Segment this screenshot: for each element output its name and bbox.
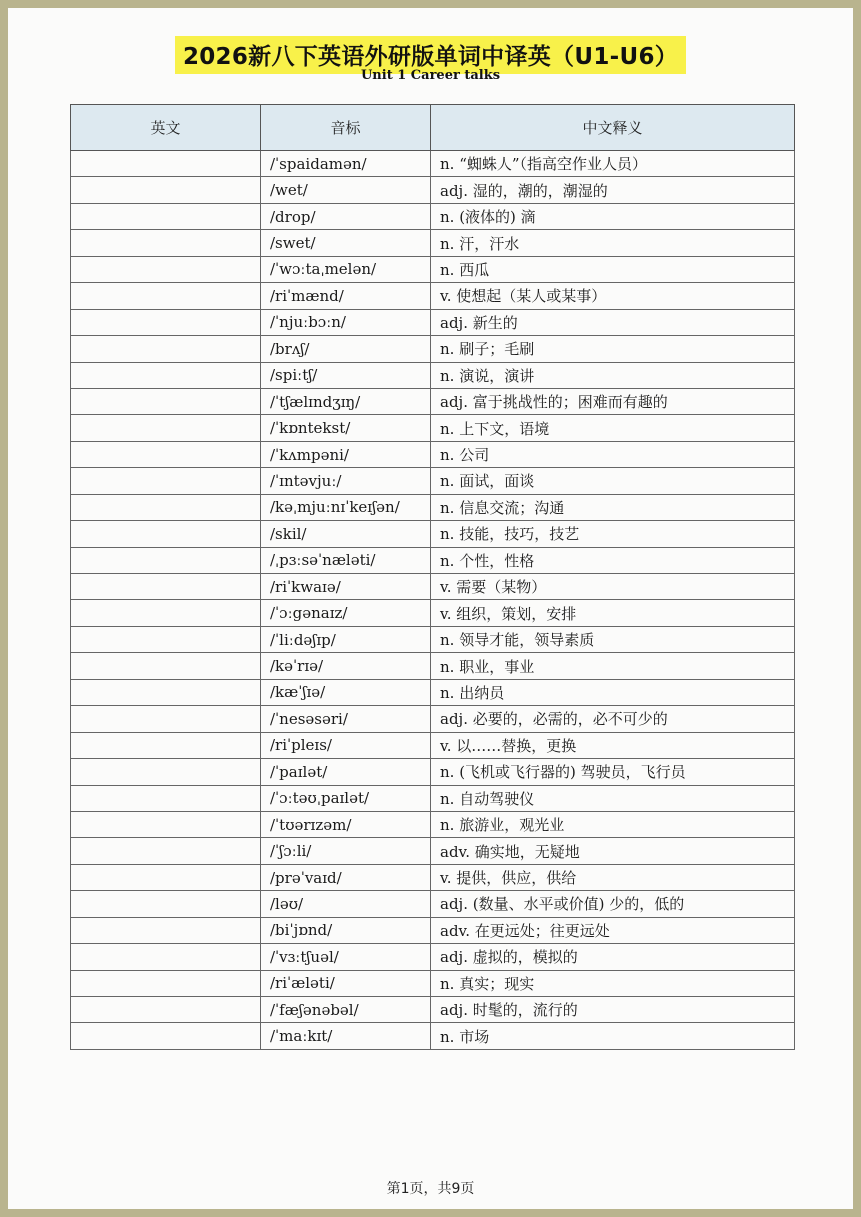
phonetic-cell: /ˌpɜːsəˈnæləti/ [261,547,431,573]
phonetic-cell: /riˈpleɪs/ [261,732,431,758]
meaning-cell: n. 西瓜 [431,256,795,282]
phonetic-cell: /ˈspaidamən/ [261,151,431,177]
table-row [71,732,795,758]
phonetic-cell: /ləʊ/ [261,891,431,917]
table-row [71,679,795,705]
phonetic-cell: /prəˈvaɪd/ [261,864,431,890]
meaning-cell: n. 自动驾驶仪 [431,785,795,811]
phonetic-cell: /kæˈʃɪə/ [261,679,431,705]
phonetic-cell: /skil/ [261,521,431,547]
table-row [71,917,795,943]
meaning-cell: n. 职业，事业 [431,653,795,679]
phonetic-cell: /biˈjɒnd/ [261,917,431,943]
english-cell [71,917,261,943]
table-row [71,626,795,652]
english-cell [71,574,261,600]
english-cell [71,600,261,626]
page-footer: 第1页，共9页 [386,1181,475,1197]
meaning-cell: adj. 湿的，潮的，潮湿的 [431,177,795,203]
english-cell [71,997,261,1023]
english-cell [71,759,261,785]
english-cell [71,203,261,229]
phonetic-cell: /ˈtʃælɪndʒɪŋ/ [261,388,431,414]
table-row [71,177,795,203]
phonetic-cell: /ˈtʊərɪzəm/ [261,811,431,837]
english-cell [71,151,261,177]
table-row [71,970,795,996]
table-row [71,811,795,837]
phonetic-cell: /spiːtʃ/ [261,362,431,388]
meaning-cell: n. 出纳员 [431,679,795,705]
phonetic-cell: /ˈkʌmpəni/ [261,441,431,467]
meaning-cell: n. 汗，汗水 [431,230,795,256]
phonetic-cell: /ˈfæʃənəbəl/ [261,997,431,1023]
meaning-cell: adj. 虚拟的，模拟的 [431,944,795,970]
table-row [71,362,795,388]
table-row [71,415,795,441]
english-cell [71,547,261,573]
unit-subtitle: Unit 1 Career talks [360,68,501,83]
table-row [71,1023,795,1049]
meaning-cell: n. 演说，演讲 [431,362,795,388]
document-page [8,8,853,1209]
table-row [71,203,795,229]
english-cell [71,811,261,837]
english-cell [71,626,261,652]
table-row [71,574,795,600]
phonetic-cell: /ˈpaɪlət/ [261,759,431,785]
table-row [71,653,795,679]
english-cell [71,309,261,335]
phonetic-cell: /ˈmaːkɪt/ [261,1023,431,1049]
phonetic-cell: /ˈvɜːtʃuəl/ [261,944,431,970]
english-cell [71,653,261,679]
table-row [71,706,795,732]
meaning-cell: n. 市场 [431,1023,795,1049]
phonetic-cell: /riˈmænd/ [261,283,431,309]
english-cell [71,177,261,203]
english-cell [71,891,261,917]
table-row [71,230,795,256]
table-row [71,997,795,1023]
table-row [71,256,795,282]
phonetic-cell: /ˈnjuːbɔːn/ [261,309,431,335]
phonetic-cell: /ˈɔːtəʊˌpaɪlət/ [261,785,431,811]
meaning-cell: v. 组织，策划，安排 [431,600,795,626]
meaning-cell: adj. 必要的，必需的，必不可少的 [431,706,795,732]
table-row [71,838,795,864]
header-chinese-meaning: 中文释义 [431,105,795,151]
meaning-cell: adv. 在更远处；往更远处 [431,917,795,943]
meaning-cell: n. 信息交流；沟通 [431,494,795,520]
meaning-cell: n. 面试，面谈 [431,468,795,494]
meaning-cell: v. 提供，供应，供给 [431,864,795,890]
meaning-cell: n. (液体的) 滴 [431,203,795,229]
meaning-cell: n. “蜘蛛人”（指高空作业人员） [431,151,795,177]
meaning-cell: n. 个性，性格 [431,547,795,573]
phonetic-cell: /swet/ [261,230,431,256]
phonetic-cell: /ˈkɒntekst/ [261,415,431,441]
english-cell [71,970,261,996]
english-cell [71,336,261,362]
table-header-row [71,105,795,151]
meaning-cell: n. 领导才能，领导素质 [431,626,795,652]
phonetic-cell: /riˈæləti/ [261,970,431,996]
table-row [71,759,795,785]
table-row [71,864,795,890]
meaning-cell: v. 使想起（某人或某事） [431,283,795,309]
table-row [71,388,795,414]
table-row [71,283,795,309]
english-cell [71,864,261,890]
table-row [71,151,795,177]
english-cell [71,521,261,547]
table-row [71,547,795,573]
english-cell [71,732,261,758]
meaning-cell: adj. (数量、水平或价值) 少的，低的 [431,891,795,917]
meaning-cell: n. 刷子；毛刷 [431,336,795,362]
phonetic-cell: /brʌʃ/ [261,336,431,362]
english-cell [71,283,261,309]
meaning-cell: n. 技能，技巧，技艺 [431,521,795,547]
phonetic-cell: /ˈliːdəʃɪp/ [261,626,431,652]
english-cell [71,388,261,414]
phonetic-cell: /ˈʃɔːli/ [261,838,431,864]
english-cell [71,256,261,282]
page-title: 2026新八下英语外研版单词中译英（U1-U6） [175,36,686,74]
english-cell [71,230,261,256]
phonetic-cell: /wet/ [261,177,431,203]
table-row [71,494,795,520]
english-cell [71,468,261,494]
header-phonetic: 音标 [261,105,431,151]
phonetic-cell: /riˈkwaɪə/ [261,574,431,600]
meaning-cell: adj. 新生的 [431,309,795,335]
english-cell [71,706,261,732]
english-cell [71,944,261,970]
meaning-cell: n. (飞机或飞行器的) 驾驶员，飞行员 [431,759,795,785]
english-cell [71,679,261,705]
table-row [71,521,795,547]
table-row [71,441,795,467]
header-english: 英文 [71,105,261,151]
table-row [71,336,795,362]
meaning-cell: v. 需要（某物） [431,574,795,600]
vocabulary-table [70,104,795,1050]
meaning-cell: n. 公司 [431,441,795,467]
english-cell [71,362,261,388]
meaning-cell: n. 真实；现实 [431,970,795,996]
meaning-cell: adj. 时髦的，流行的 [431,997,795,1023]
table-row [71,785,795,811]
phonetic-cell: /ˈwɔːtaˌmelən/ [261,256,431,282]
table-row [71,944,795,970]
phonetic-cell: /ˈɪntəvjuː/ [261,468,431,494]
table-row [71,309,795,335]
english-cell [71,785,261,811]
table-row [71,600,795,626]
english-cell [71,494,261,520]
english-cell [71,838,261,864]
table-row [71,891,795,917]
meaning-cell: n. 上下文，语境 [431,415,795,441]
phonetic-cell: /kəˌmjuːnɪˈkeɪʃən/ [261,494,431,520]
meaning-cell: adj. 富于挑战性的；困难而有趣的 [431,388,795,414]
phonetic-cell: /ˈnesəsəri/ [261,706,431,732]
english-cell [71,441,261,467]
meaning-cell: v. 以……替换，更换 [431,732,795,758]
meaning-cell: n. 旅游业，观光业 [431,811,795,837]
phonetic-cell: /ˈɔːgənaɪz/ [261,600,431,626]
phonetic-cell: /kəˈrɪə/ [261,653,431,679]
meaning-cell: adv. 确实地，无疑地 [431,838,795,864]
phonetic-cell: /drop/ [261,203,431,229]
table-body [71,151,795,1050]
english-cell [71,1023,261,1049]
table-row [71,468,795,494]
english-cell [71,415,261,441]
